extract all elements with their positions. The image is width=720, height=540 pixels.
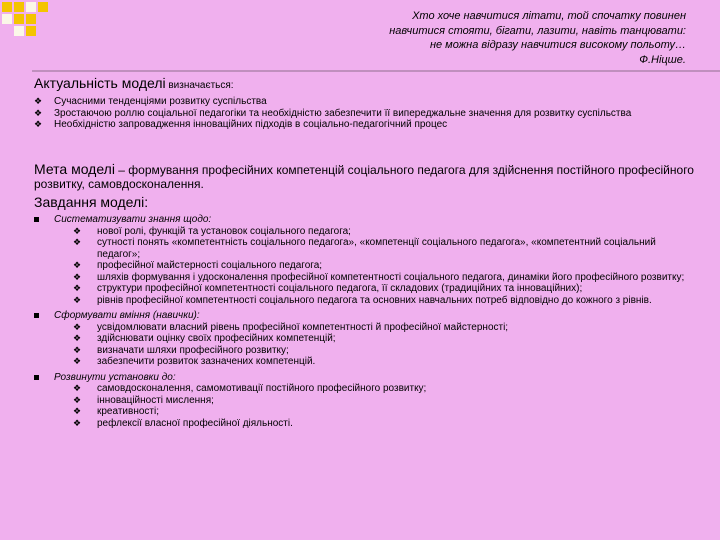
goal-heading: Мета моделі xyxy=(34,161,115,177)
sub-list xyxy=(73,383,694,429)
divider-line xyxy=(32,70,720,72)
square-bullet-icon xyxy=(34,375,39,380)
list-item: ❖ професійної майстерності соціального педагога; xyxy=(73,260,323,271)
diamond-bullet-icon: ❖ xyxy=(73,333,82,343)
diamond-bullet-icon: ❖ xyxy=(73,294,82,305)
tasks-list xyxy=(34,214,694,429)
diamond-bullet-icon: ❖ xyxy=(73,271,82,282)
diamond-bullet-icon: ❖ xyxy=(73,225,82,236)
list-item: ❖ усвідомлювати власний рівень професійної компетентності й професійної майстерності; xyxy=(73,321,509,333)
list-item: ❖ нової ролі, функцій та установок соціального педагога; xyxy=(73,225,351,237)
quote-line: навчитися стояти, бігати, лазити, навіть танцювати: xyxy=(389,24,686,37)
diamond-bullet-icon: ❖ xyxy=(73,394,82,405)
tasks-section xyxy=(34,194,694,429)
diamond-bullet-icon: ❖ xyxy=(73,356,82,366)
epigraph-quote xyxy=(300,9,686,67)
diamond-bullet-icon: ❖ xyxy=(73,237,82,247)
diamond-bullet-icon: ❖ xyxy=(34,96,43,106)
corner-decoration xyxy=(0,0,60,40)
diamond-bullet-icon: ❖ xyxy=(34,107,43,118)
list-item: ❖ забезпечити розвиток зазначених компетенцій. xyxy=(73,356,316,367)
diamond-bullet-icon: ❖ xyxy=(73,417,82,428)
task-group: Розвинути установки до: ❖ самовдосконалення, самомотивації постійного професійного розвитку; ❖ інноваційності мислення; ❖ креативності; ❖ рефлексії власної професійної діяльності. xyxy=(34,372,694,430)
quote-line: Хто хоче навчитися літати, той спочатку повинен xyxy=(412,10,686,22)
goal-text: – формування професійних компетенцій соціального педагога для здійснення постійного професійного розвитку, самовдосконалення. xyxy=(34,163,694,191)
relevance-heading: Актуальність моделі визначається: xyxy=(34,75,234,91)
list-item: ❖ шляхів формування і удосконалення професійної компетентності соціального педагога, динаміки його професійного розвитку; xyxy=(73,271,685,283)
list-item: ❖ сутності понять «компетентність соціального педагога», «компетенції соціального педагога», «компетентний соціальний педагог»; xyxy=(73,237,656,260)
diamond-bullet-icon: ❖ xyxy=(73,260,82,270)
quote-author: Ф.Ніцше. xyxy=(639,53,686,66)
sub-list xyxy=(73,226,694,307)
list-item: ❖ здійснювати оцінку своїх професійних компетенцій; xyxy=(73,333,336,344)
list-item: ❖ самовдосконалення, самомотивації постійного професійного розвитку; xyxy=(73,383,427,394)
list-item: ❖ рівнів професійної компетентності соціального педагога та основних навчальних потреб відповідно до кожного з рівнів. xyxy=(73,294,652,306)
list-item: ❖ рефлексії власної професійної діяльності. xyxy=(73,417,293,429)
list-item: ❖ структури професійної компетентності соціального педагога, її складових (традиційних та інноваційних); xyxy=(73,283,583,294)
list-item: ❖ Необхідністю запровадження інноваційних підходів в соціально-педагогічний процес xyxy=(34,119,448,130)
list-item: ❖ Зростаючою роллю соціальної педагогіки та необхідністю забезпечити її випереджальне значення для розвитку суспільства xyxy=(34,107,632,119)
square-bullet-icon xyxy=(34,217,39,222)
list-item: ❖ інноваційності мислення; xyxy=(73,394,214,406)
diamond-bullet-icon: ❖ xyxy=(34,119,43,129)
list-item: ❖ визначати шляхи професійного розвитку; xyxy=(73,344,289,356)
diamond-bullet-icon: ❖ xyxy=(73,406,82,416)
goal-section xyxy=(34,162,694,191)
task-group: Сформувати вміння (навички): ❖ усвідомлювати власний рівень професійної компетентності й професійної майстерності; ❖ здійснювати оцінку своїх професійних компетенцій; ❖ визначати шляхи професійного розвитку; ❖ забезпечити розвиток зазначених компетенцій. xyxy=(34,310,694,368)
sub-list xyxy=(73,322,694,368)
list-item: ❖ креативності; xyxy=(73,406,159,417)
list-item: ❖ Сучасними тенденціями розвитку суспільства xyxy=(34,96,267,107)
diamond-bullet-icon: ❖ xyxy=(73,383,82,393)
diamond-bullet-icon: ❖ xyxy=(73,344,82,355)
diamond-bullet-icon: ❖ xyxy=(73,321,82,332)
relevance-section xyxy=(34,75,694,131)
task-group: Систематизувати знання щодо: ❖ нової ролі, функцій та установок соціального педагога; ❖ сутності понять «компетентність соціального педагога», «компетенції соціального педагога», «компетентний соціальний педагог»; ❖ професійної майстерності соціального педагога; ❖ шляхів формування і удосконалення професійної компетентності соціального педагога, динаміки його професійного розвитку; ❖ структури професійної компетентності соціального педагога, її складових (традиційних та інноваційних); ❖ рівнів професійної компетентності соціального педагога та основних навчальних потреб відповідно до кожного з рівнів. xyxy=(34,214,694,306)
square-bullet-icon xyxy=(34,313,39,318)
quote-line: не можна відразу навчитися високому польоту… xyxy=(429,39,686,51)
relevance-list xyxy=(34,96,694,131)
tasks-heading: Завдання моделі: xyxy=(34,194,149,210)
diamond-bullet-icon: ❖ xyxy=(73,283,82,293)
